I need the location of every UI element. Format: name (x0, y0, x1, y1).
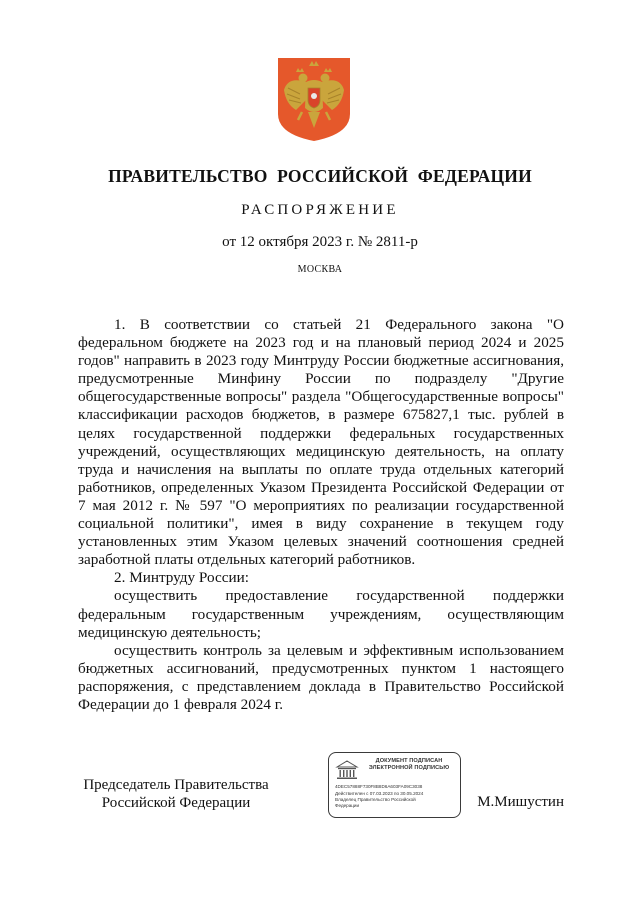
document-date-number: от 12 октября 2023 г. № 2811-р (222, 234, 418, 250)
paragraph-4: осуществить контроль за целевым и эффективным использованием бюджетных ассигнований, предусмотренных пунктом 1 настоящего распоряжения, с представлением доклада в Правительство Российской Федерации до 1 февраля 2024 г. (78, 641, 564, 713)
paragraph-1: 1. В соответствии со статьей 21 Федерального закона "О федеральном бюджете на 2023 год и на плановый период 2024 и 2025 годов" направить в 2023 году Минтруду России бюджетные ассигнования, предусмотренные Минфину России по подразделу "Другие общегосударственные вопросы" раздела "Общегосударственные вопросы" классификации расходов бюджетов, в размере 675827,1 тыс. рублей в целях государственной поддержки федеральных государственных учреждений, осуществляющих медицинскую деятельность, на оплату труда и начисления на выплаты по оплате труда отдельных категорий работников, определенных Указом Президента Российской Федерации от 7 мая 2012 г. № 597 "О мероприятиях по реализации государственной социальной политики", имея в виду сохранение в текущем году установленных этим Указом целевых значений соотношения средней заработной платы отдельных категорий работников. (78, 316, 564, 569)
signatory-position (76, 776, 276, 812)
signatory-name: М.Мишустин (477, 794, 564, 810)
electronic-signature-stamp (328, 752, 461, 818)
stamp-certificate: 4DEC57888F730F8B8D6A603FA09C3038 (335, 784, 423, 789)
stamp-title-line-1: ДОКУМЕНТ ПОДПИСАН (375, 758, 443, 764)
stamp-owner-line-1: Владелец Правительство Российской (335, 797, 416, 802)
paragraph-2: 2. Минтруду России: (114, 569, 249, 587)
government-title: ПРАВИТЕЛЬСТВО РОССИЙСКОЙ ФЕДЕРАЦИИ (108, 166, 532, 186)
stamp-validity: Действителен с 07.03.2023 по 30.05.2024 (335, 791, 424, 796)
stamp-title (359, 758, 459, 772)
coat-of-arms-icon (276, 56, 352, 142)
signatory-position-line-2: Российской Федерации (101, 795, 251, 811)
stamp-title-line-2: ЭЛЕКТРОННОЙ ПОДПИСЬЮ (368, 765, 450, 771)
paragraph-3: осуществить предоставление государственной поддержки федеральным государственным учреждениям, осуществляющим медицинскую деятельность; (78, 587, 564, 641)
document-city: МОСКВА (297, 264, 343, 275)
document-type: РАСПОРЯЖЕНИЕ (241, 202, 399, 218)
government-building-icon (335, 759, 359, 781)
signatory-position-line-1: Председатель Правительства (83, 777, 269, 793)
stamp-owner-line-2: Федерации (335, 803, 360, 808)
document-body (78, 316, 564, 714)
